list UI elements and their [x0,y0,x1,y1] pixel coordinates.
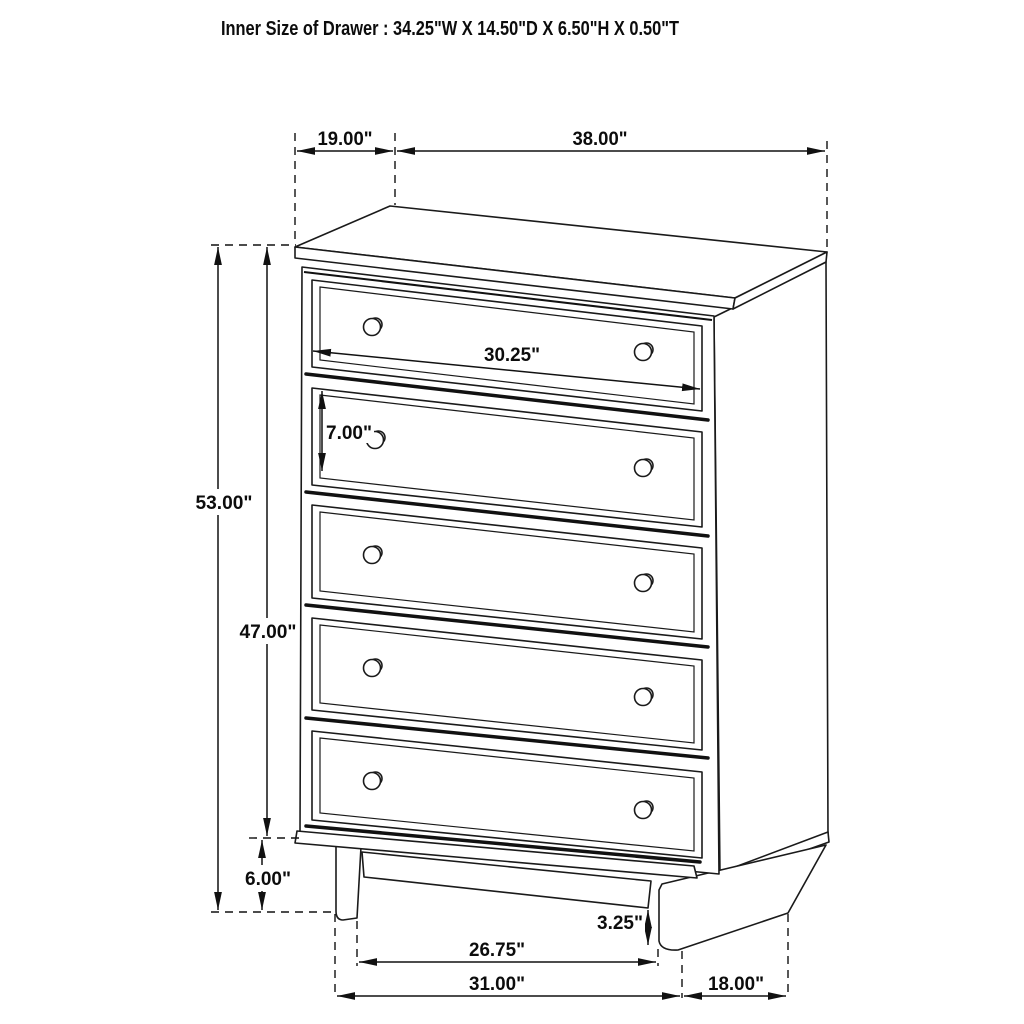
dim-label-top-depth: 19.00" [317,129,373,150]
dim-label-drawer-face-height: 7.00" [326,423,372,444]
dim-label-drawer-face-width: 30.25" [484,345,540,366]
page-title: Inner Size of Drawer : 34.25"W X 14.50"D X 6.50"H X 0.50"T [221,18,679,40]
dim-label-base-depth: 18.00" [708,974,764,995]
dim-label-overall-height: 53.00" [195,493,253,514]
dim-label-base-inner-width: 26.75" [469,940,525,961]
dim-label-leg-clearance: 3.25" [597,913,643,934]
furniture-drawing [295,206,829,950]
dim-label-drawer-stack-height: 47.00" [239,622,297,643]
chest-side-panel [714,262,828,875]
left-front-leg [336,845,361,920]
dim-label-base-height: 6.00" [245,869,291,890]
dim-label-top-width: 38.00" [572,129,628,150]
dim-label-base-outer-width: 31.00" [469,974,525,995]
